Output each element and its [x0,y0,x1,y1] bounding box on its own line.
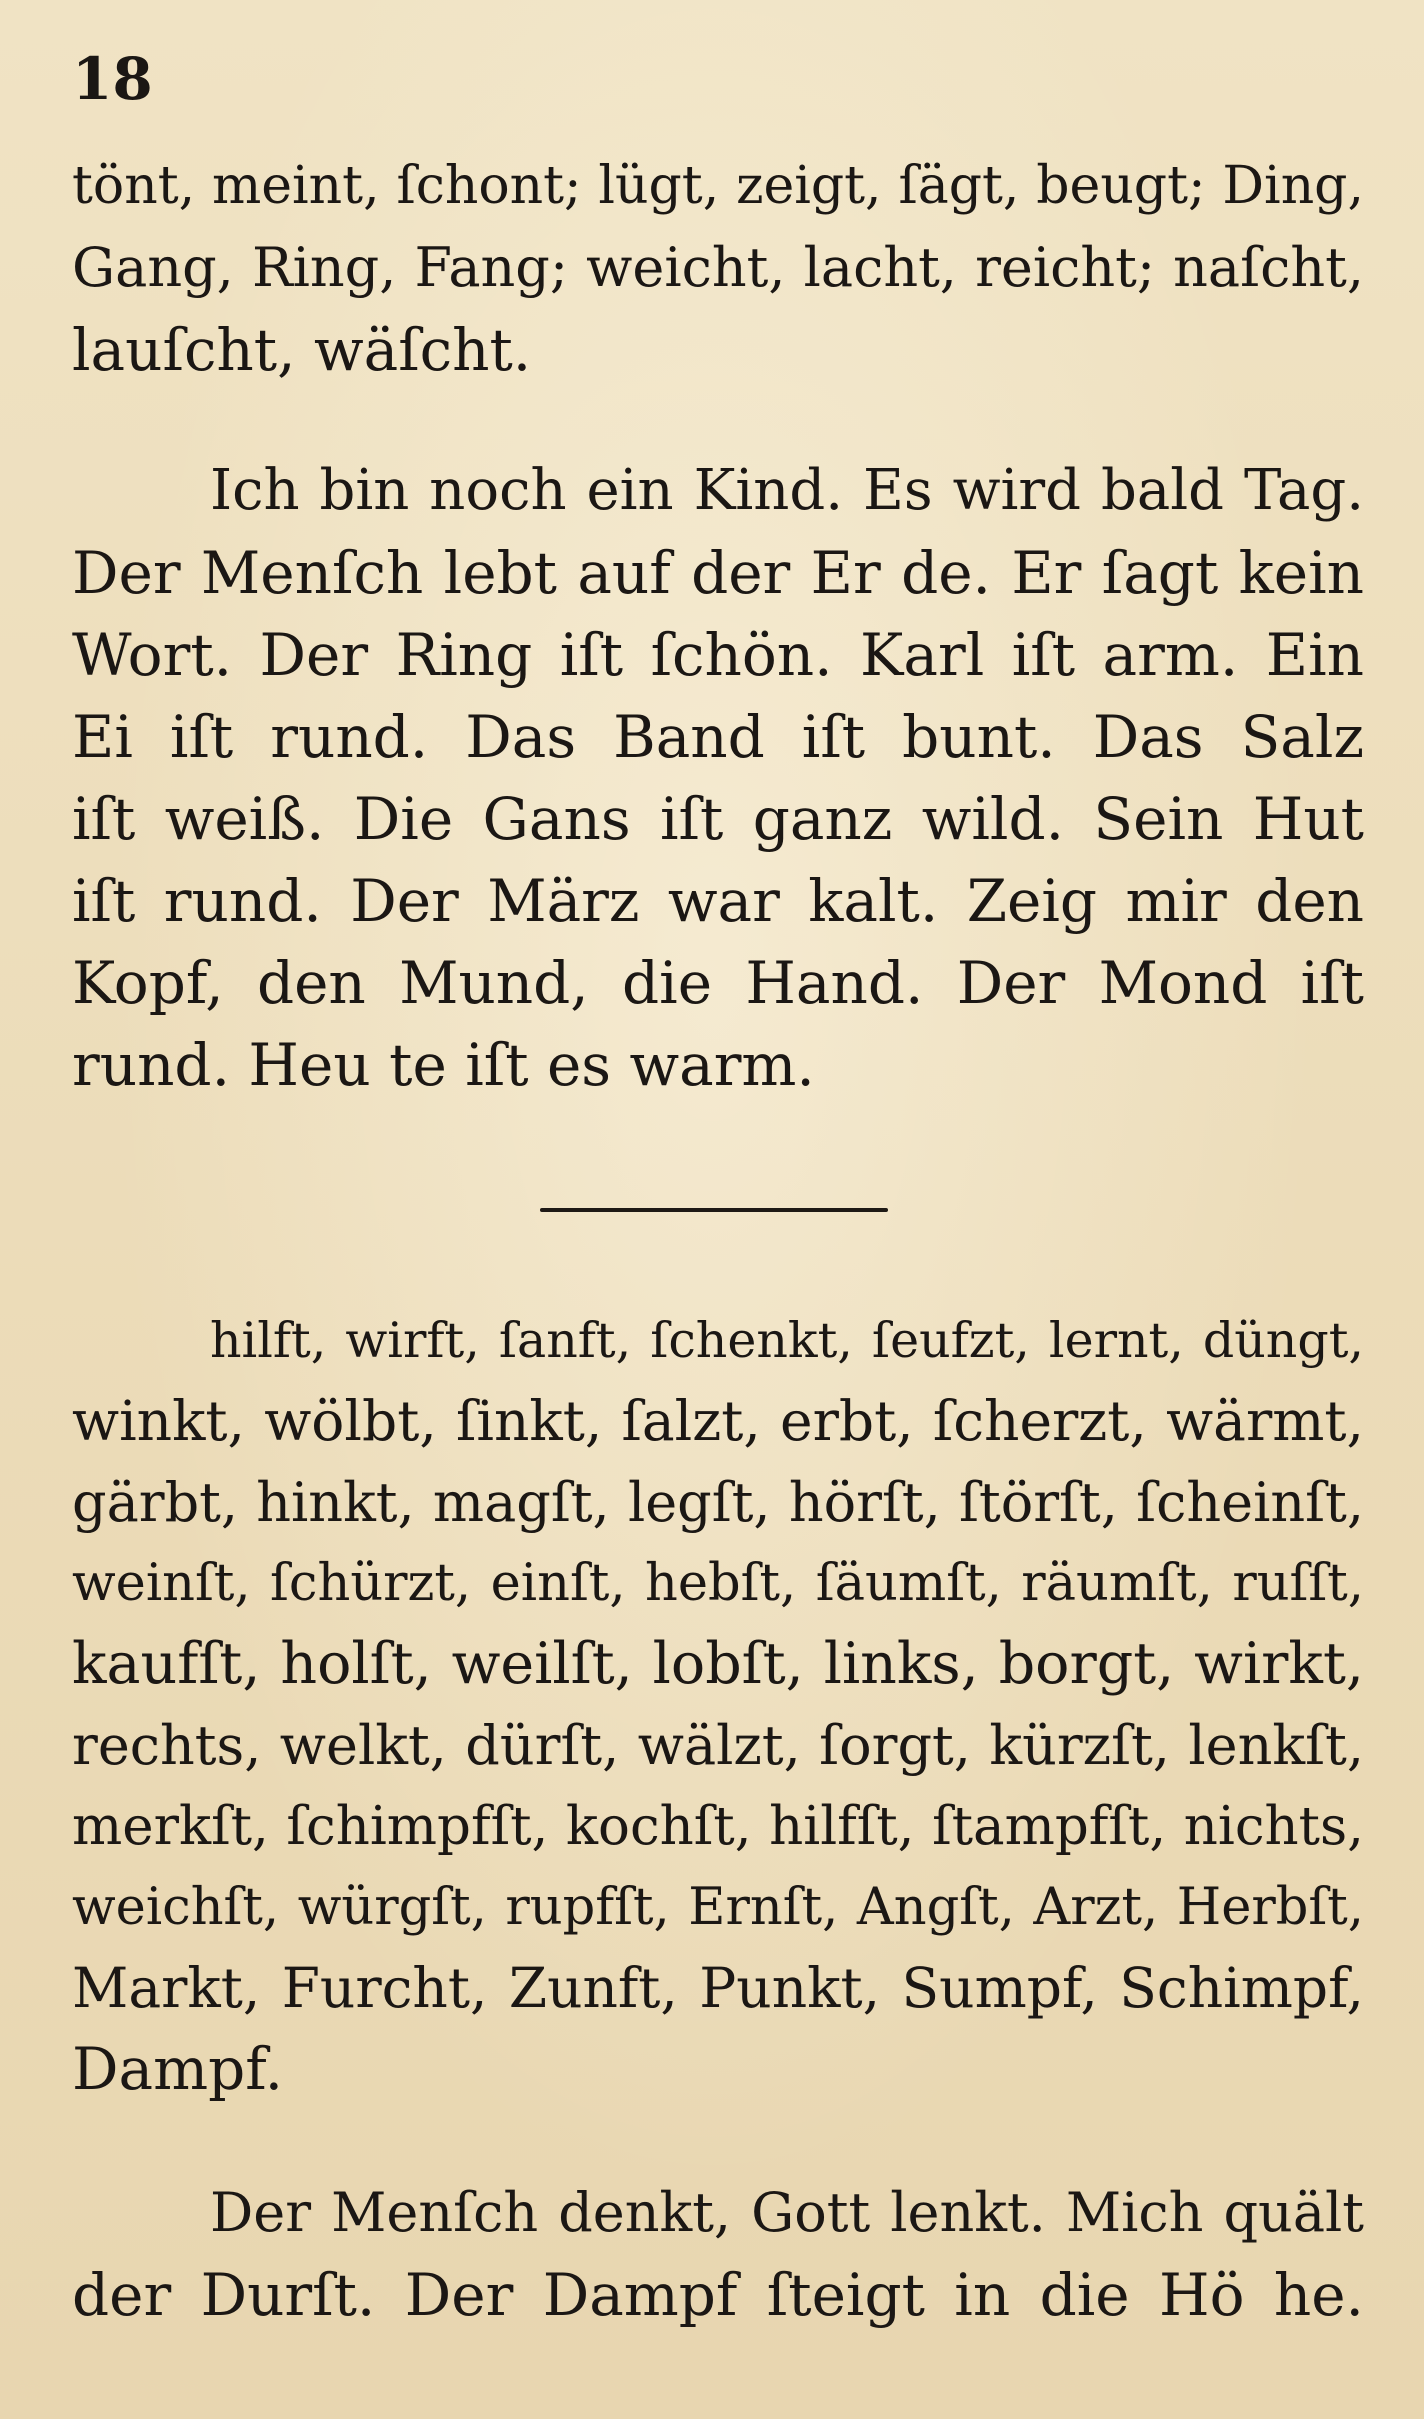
text-line: kaufſt, holſt, weilſt, lobſt, links, borgt, wirkt, [72,1631,1364,1697]
text-line: iſt weiß. Die Gans iſt ganz wild. Sein Hut [72,785,1364,853]
text-line: rechts, welkt, dürſt, wälzt, ſorgt, kürzſt, lenkſt, [72,1714,1364,1777]
text-line: Wort. Der Ring iſt ſchön. Karl iſt arm. Ein [72,621,1364,689]
text-line: Ich bin noch ein Kind. Es wird bald Tag. [210,458,1364,523]
text-line: merkſt, ſchimpfſt, kochſt, hilfſt, ſtampfſt, nichts, [72,1796,1364,1857]
text-line: Gang, Ring, Fang; weicht, lacht, reicht; naſcht, [72,236,1364,299]
page-number: 18 [72,45,153,113]
text-line: Dampf. [72,2035,284,2103]
text-line: Markt, Furcht, Zunft, Punkt, Sumpf, Schimpf, [72,1956,1364,2020]
paragraph-word-list-2 [72,1300,1364,2110]
text-line: rund. Heu te iſt es warm. [72,1031,815,1099]
text-line: der Durſt. Der Dampf ſteigt in die Hö he. [72,2261,1364,2329]
text-line: winkt, wölbt, ſinkt, ſalzt, erbt, ſcherzt, wärmt, [72,1389,1364,1453]
text-line: gärbt, hinkt, magſt, legſt, hörſt, ſtörſt, ſcheinſt, [72,1471,1364,1534]
text-line: weinſt, ſchürzt, einſt, hebſt, ſäumſt, räumſt, ruſſt, [72,1554,1364,1613]
paragraph-sentences-2 [72,2172,1364,2336]
text-line: tönt, meint, ſchont; lügt, zeigt, ſägt, beugt; Ding, [72,156,1364,216]
text-line: lauſcht, wäſcht. [72,316,532,384]
text-line: Der Menſch denkt, Gott lenkt. Mich quält [210,2181,1364,2244]
text-line: Der Menſch lebt auf der Er de. Er ſagt kein [72,539,1364,607]
text-line: Kopf, den Mund, die Hand. Der Mond iſt [72,949,1364,1017]
text-line: weichſt, würgſt, rupfſt, Ernſt, Angſt, Arzt, Herbſt, [72,1878,1364,1937]
text-line: hilft, wirft, ſanft, ſchenkt, ſeufzt, lernt, düngt, [210,1312,1364,1369]
text-line: iſt rund. Der März war kalt. Zeig mir den [72,867,1364,935]
paragraph-word-list-1 [72,145,1364,391]
text-line: Ei iſt rund. Das Band iſt bunt. Das Salz [72,703,1364,771]
section-divider [540,1208,888,1212]
paragraph-sentences-1 [72,450,1364,1106]
